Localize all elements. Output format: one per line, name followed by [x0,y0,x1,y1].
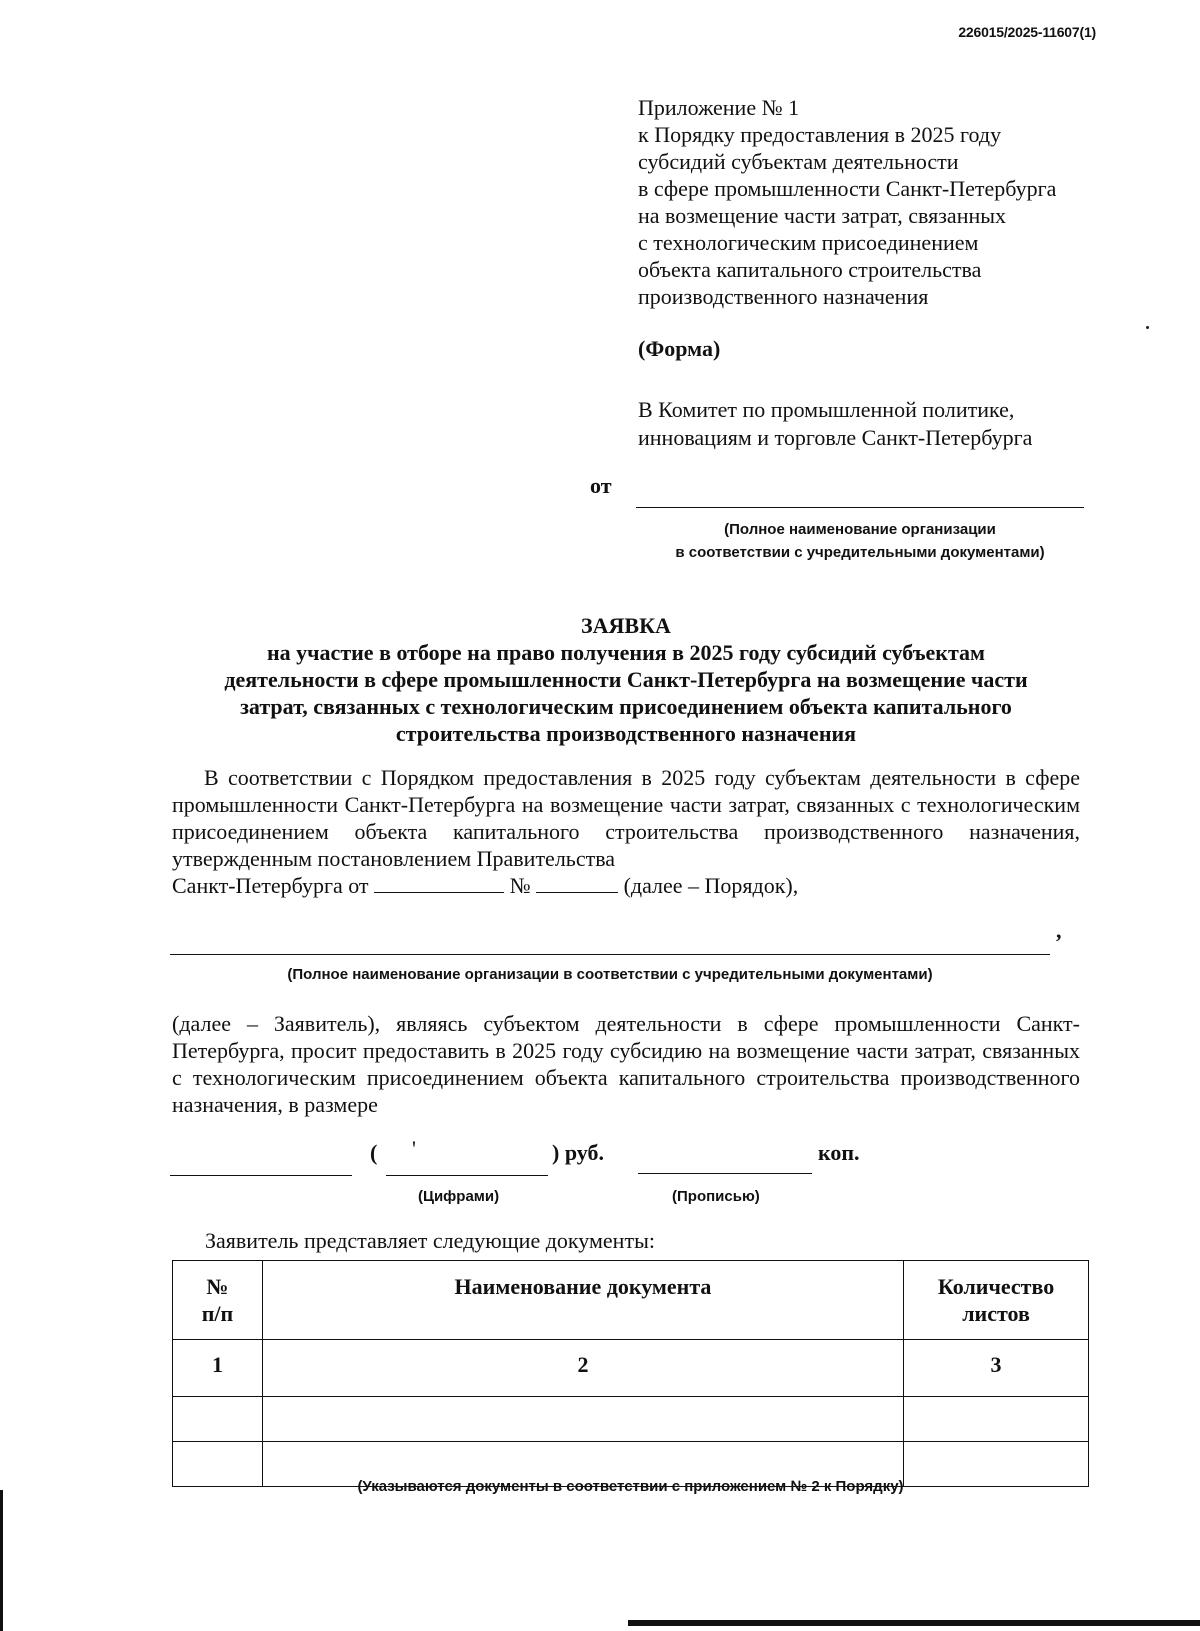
table-cell: 2 [262,1340,903,1397]
applicant-org-caption: (Полное наименование организации в соответствии с учредительными документами) [287,966,933,983]
header-number-line: № [206,1274,229,1299]
org-caption-line: (Полное наименование организации [724,521,996,538]
amount-words-line [638,1173,812,1174]
scan-edge-bottom [628,1620,1200,1626]
annex-line: с технологическим присоединением [638,230,979,255]
scan-edge-left [0,1490,3,1631]
number-blank [536,872,618,893]
annex-line: Приложение № 1 [638,95,800,120]
documents-caption: (Указываются документы в соответствии с приложением № 2 к Порядку) [357,1478,904,1495]
annex-line: производственного назначения [638,284,929,309]
body-text-from: Санкт-Петербурга от [172,873,369,898]
table-cell: 1 [173,1340,263,1397]
header-sheet-count [904,1261,1089,1340]
amount-open-paren: ( [370,1140,378,1165]
annex-line: в сфере промышленности Санкт-Петербурга [638,176,1057,201]
document-id: 226015/2025-11607(1) [958,24,1096,40]
header-count-line: листов [962,1301,1030,1326]
amount-digits-caption: (Цифрами) [418,1188,500,1205]
table-cell[interactable] [173,1397,263,1442]
addressee-block [638,396,1032,452]
amount-rub-label: ) руб. [552,1140,604,1165]
header-document-name: Наименование документа [262,1261,903,1340]
documents-table [172,1260,1089,1487]
title-line: строительства производственного назначения [395,721,857,746]
table-cell: 3 [904,1340,1089,1397]
number-sign: № [509,873,531,898]
org-caption [640,518,1080,564]
body-paragraph [172,764,1080,899]
title-line: затрат, связанных с технологическим присоединением объекта капитального [240,694,1012,719]
table-cell[interactable] [262,1397,903,1442]
annex-line: к Порядку предоставления в 2025 году [638,122,1002,147]
date-blank [374,872,504,893]
form-label: (Форма) [638,336,721,361]
application-title [170,612,1082,747]
title-heading: ЗАЯВКА [581,613,671,638]
addressee-line: инновациям и торговле Санкт-Петербурга [638,425,1033,450]
applicant-org-line [170,954,1050,955]
addressee-line: В Комитет по промышленной политике, [638,397,1015,422]
table-row [173,1397,1089,1442]
from-org-line [636,507,1084,508]
header-number-line: п/п [201,1301,234,1326]
body-text-end: (далее – Порядок), [623,873,799,898]
amount-words-caption: (Прописью) [672,1188,760,1205]
title-line: деятельности в сфере промышленности Санкт-Петербурга на возмещение части [224,667,1028,692]
amount-prefix-line [170,1175,352,1176]
annex-block [638,94,1056,310]
org-caption-line: в соответствии с учредительными документами) [675,544,1045,561]
table-header-row [173,1261,1089,1340]
annex-line: субсидий субъектам деятельности [638,149,959,174]
amount-tick: ' [412,1136,416,1161]
table-cell[interactable] [904,1397,1089,1442]
amount-digits-line [386,1175,548,1176]
title-line: на участие в отборе на право получения в 2025 году субсидий субъектам [266,640,986,665]
body-text-main: В соответствии с Порядком предоставления в 2025 году субъектам деятельности в сфере промышленности Санкт-Петербурга на возмещение части затрат, связанных с технологическим присоединением объекта капитального строительства производственного назначения, утвержденным постановлением Правительства [172,765,1080,871]
header-count-line: Количество [937,1274,1055,1299]
applicant-paragraph: (далее – Заявитель), являясь субъектом деятельности в сфере промышленности Санкт-Петербурга, просит предоставить в 2025 году субсидию на возмещение части затрат, связанных с технологическим присоединением объекта капитального строительства производственного назначения, в размере [172,1011,1080,1117]
table-row [173,1340,1089,1397]
annex-line: на возмещение части затрат, связанных [638,203,1007,228]
from-label: от [590,473,612,498]
trailing-comma: , [1056,918,1062,943]
amount-kop-label: коп. [818,1140,860,1165]
scan-speck [1146,326,1149,329]
documents-intro: Заявитель представляет следующие документы: [205,1228,655,1253]
header-number [173,1261,263,1340]
annex-line: объекта капитального строительства [638,257,982,282]
